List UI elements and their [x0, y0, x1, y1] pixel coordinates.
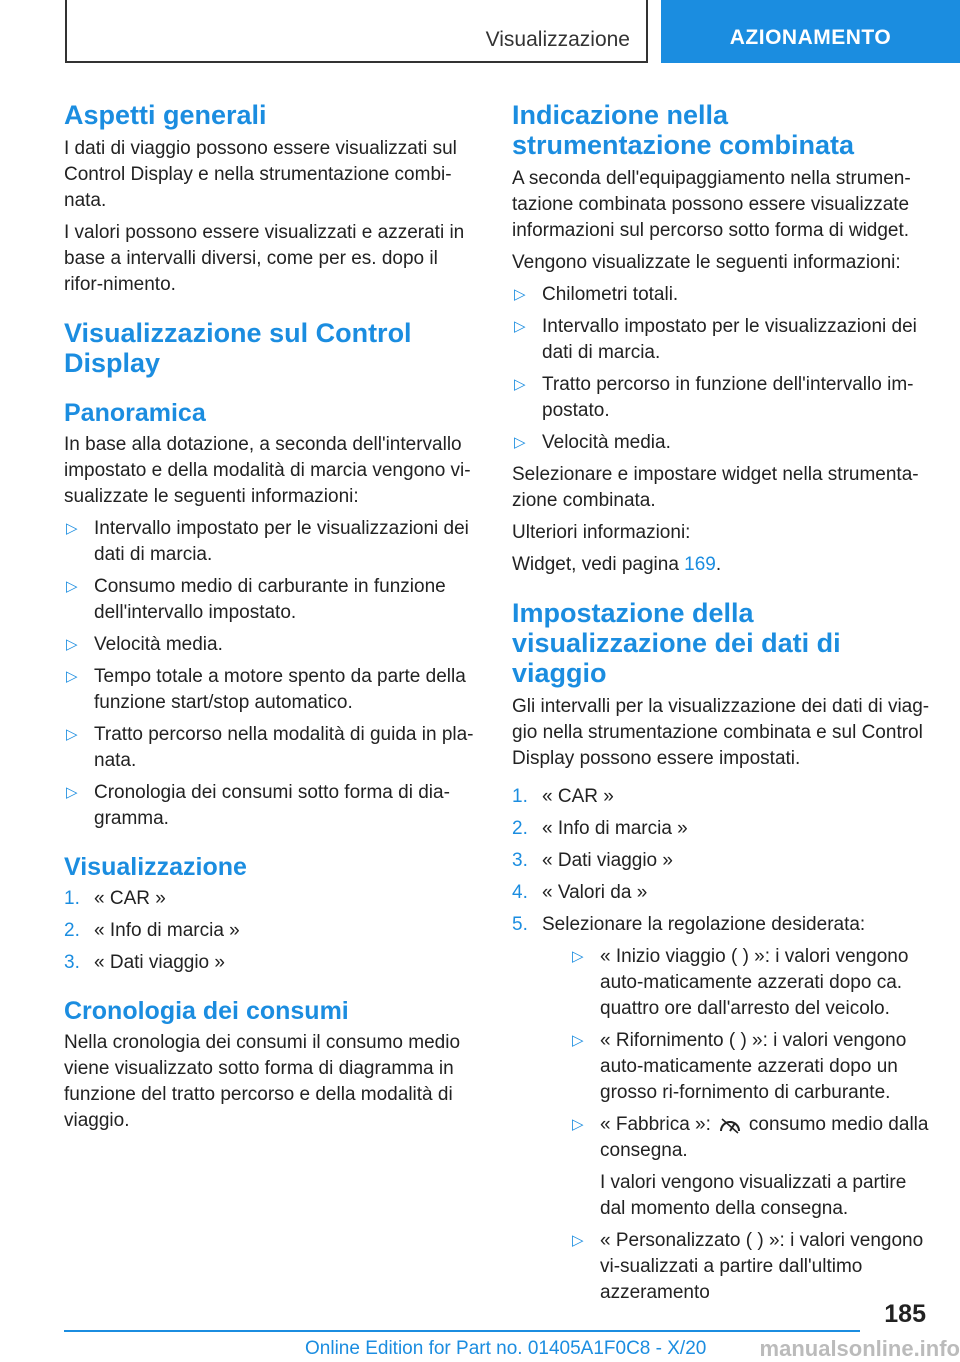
bullet-icon: ▷ — [66, 726, 78, 743]
left-column — [64, 100, 478, 1140]
list-item: ▷ Intervallo impostato per le visualizzazioni dei dati di marcia. — [66, 518, 469, 565]
paragraph: I dati di viaggio possono essere visualizzati sul Control Display e nella strumentazione combi-nata. — [64, 138, 457, 211]
heading-impostazione: Impostazione della visualizzazione dei dati di viaggio — [512, 598, 841, 688]
info-list — [512, 282, 930, 456]
step-item: 2. « Info di marcia » — [64, 920, 240, 941]
step-item: 2. « Info di marcia » — [512, 818, 688, 839]
heading-strumentazione: Indicazione nella strumentazione combinata — [512, 100, 855, 160]
paragraph: Vengono visualizzate le seguenti informazioni: — [512, 252, 901, 273]
step-item: 5. Selezionare la regolazione desiderata: ▷ « Inizio viaggio ( ) »: i valori vengono auto-maticamente azzerati dopo ca. quattro ore dall'arresto del veicolo. ▷ « Rifornimento ( ) »: i valori vengono auto-maticamente azzerati dopo un grosso ri-fornimento di carburante. ▷ « Fabbrica »: consumo medio dalla consegna. I valori vengono visualizzati a partire dal momento della consegna. ▷ « Personalizzato ( ) »: i valori vengono vi-sualizzati a partire dall'ultimo azzeramento — [512, 912, 930, 1306]
bullet-icon: ▷ — [572, 1032, 584, 1049]
list-item: ▷ Chilometri totali. — [512, 282, 930, 308]
list-item: ▷ Velocità media. — [64, 632, 478, 658]
paragraph: Selezionare e impostare widget nella strumenta-zione combinata. — [512, 464, 919, 511]
footer-edition: Online Edition for Part no. 01405A1F0C8 - X/20 — [305, 1338, 707, 1359]
step-item: 4. « Valori da » — [512, 882, 648, 903]
consumption-gauge-icon — [719, 1116, 741, 1134]
page-header — [0, 0, 960, 66]
paragraph: Ulteriori informazioni: — [512, 522, 691, 543]
heading-aspetti-generali: Aspetti generali — [64, 100, 267, 130]
step-item: 1. « CAR » — [64, 888, 166, 909]
bullet-icon: ▷ — [514, 286, 526, 303]
heading-panoramica: Panoramica — [64, 399, 206, 427]
sub-list-item: ▷ « Personalizzato ( ) »: i valori vengono vi-sualizzati a partire dall'ultimo azzeramento — [572, 1230, 924, 1303]
heading-cronologia: Cronologia dei consumi — [64, 997, 349, 1025]
steps-list — [512, 784, 930, 1306]
info-list — [64, 516, 478, 832]
list-item: ▷ Velocità media. — [512, 430, 930, 456]
bullet-icon: ▷ — [66, 784, 78, 801]
bullet-icon: ▷ — [572, 1232, 584, 1249]
paragraph: In base alla dotazione, a seconda dell'intervallo impostato e della modalità di marcia vengono vi-sualizzate le seguenti informazioni: — [64, 434, 471, 507]
bullet-icon: ▷ — [514, 434, 526, 451]
sub-list-item: ▷ « Fabbrica »: consumo medio dalla consegna. I valori vengono visualizzati a partire dal momento della consegna. — [570, 1112, 930, 1222]
list-item: ▷ Tempo totale a motore spento da parte della funzione start/stop automatico. — [66, 666, 466, 713]
bullet-icon: ▷ — [66, 636, 78, 653]
paragraph: Nella cronologia dei consumi il consumo medio viene visualizzato sotto forma di diagramma in funzione del tratto percorso e della modalità di viaggio. — [64, 1032, 461, 1131]
paragraph: Widget, vedi pagina 169. — [512, 554, 722, 575]
list-item: ▷ Consumo medio di carburante in funzione dell'intervallo impostato. — [66, 576, 446, 623]
steps-list — [64, 886, 478, 976]
step-item: 3. « Dati viaggio » — [64, 952, 225, 973]
sub-list-item: ▷ « Rifornimento ( ) »: i valori vengono auto-maticamente azzerati dopo un grosso ri-fornimento di carburante. — [572, 1030, 907, 1103]
footer-divider — [64, 1330, 860, 1332]
heading-control-display: Visualizzazione sul Control Display — [64, 318, 412, 378]
page-link[interactable]: 169 — [684, 554, 716, 575]
paragraph: A seconda dell'equipaggiamento nella strumen-tazione combinata possono essere visualizzate informazioni sul percorso sotto forma di widget. — [512, 168, 911, 241]
bullet-icon: ▷ — [66, 668, 78, 685]
paragraph: I valori vengono visualizzati a partire dal momento della consegna. — [600, 1172, 907, 1219]
watermark: manualsonline.info — [759, 1336, 960, 1361]
bullet-icon: ▷ — [572, 948, 584, 965]
bullet-icon: ▷ — [572, 1116, 584, 1133]
list-item: ▷ Tratto percorso nella modalità di guida in pla-nata. — [66, 724, 474, 771]
step-item: 1. « CAR » — [512, 786, 614, 807]
bullet-icon: ▷ — [66, 578, 78, 595]
bullet-icon: ▷ — [514, 318, 526, 335]
list-item: ▷ Tratto percorso in funzione dell'intervallo im-postato. — [514, 374, 914, 421]
bullet-icon: ▷ — [514, 376, 526, 393]
page-number: 185 — [884, 1300, 926, 1328]
paragraph: I valori possono essere visualizzati e azzerati in base a intervalli diversi, come per es. dopo il rifor-nimento. — [64, 222, 465, 295]
right-column — [512, 100, 930, 1312]
sub-list-item: ▷ « Inizio viaggio ( ) »: i valori vengono auto-maticamente azzerati dopo ca. quattro ore dall'arresto del veicolo. — [572, 946, 909, 1019]
header-section-title: Visualizzazione — [485, 28, 630, 51]
paragraph: Gli intervalli per la visualizzazione dei dati di viag-gio nella strumentazione combinata e sul Control Display possono essere impostati. — [512, 696, 930, 769]
list-item: ▷ Intervallo impostato per le visualizzazioni dei dati di marcia. — [514, 316, 917, 363]
heading-visualizzazione: Visualizzazione — [64, 853, 247, 881]
list-item: ▷ Cronologia dei consumi sotto forma di dia-gramma. — [66, 782, 450, 829]
step-item: 3. « Dati viaggio » — [512, 850, 673, 871]
header-chapter-tab: AZIONAMENTO — [661, 0, 960, 63]
sub-options-list — [570, 944, 930, 1306]
bullet-icon: ▷ — [66, 520, 78, 537]
